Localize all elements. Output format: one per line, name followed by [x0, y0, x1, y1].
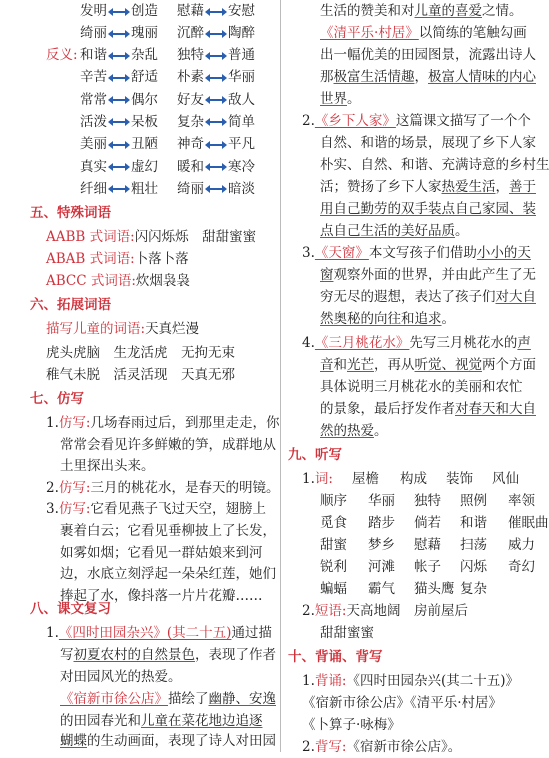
- dictation-phrases-label: 短语:: [314, 603, 347, 619]
- imitation-line: [60, 434, 276, 456]
- review-item-3-line-1: [302, 242, 531, 264]
- dictation-word: 威力: [508, 537, 535, 553]
- review-item-4-line-4: [320, 398, 536, 420]
- review-keyword: 小小的天: [476, 245, 531, 261]
- double-arrow-icon: [108, 117, 130, 127]
- dictation-word: 河滩: [368, 559, 395, 575]
- child-words-label: 描写儿童的词语:: [46, 321, 146, 337]
- section-6-title: 六、拓展词语: [30, 297, 111, 313]
- dictation-word: 屋檐: [352, 471, 379, 487]
- review-text: 描绘了: [168, 691, 209, 707]
- dictation-word: 梦乡: [368, 537, 395, 553]
- double-arrow-icon: [108, 162, 130, 172]
- review-item-4-title: 《三月桃花水》: [314, 335, 410, 351]
- dictation-word: 闪烁: [460, 559, 487, 575]
- review-text: 的景象，最后抒发作者: [320, 401, 455, 417]
- dictation-word: 构成: [400, 471, 427, 487]
- word: 虚幻: [131, 158, 158, 175]
- word-pair: [177, 156, 255, 178]
- review-text: ，: [495, 179, 509, 195]
- dictation-word: 华丽: [368, 493, 395, 509]
- review-keyword: 用自己勤劳的双手装点自己家园: [320, 201, 509, 217]
- review-keyword: 幽静、安逸: [208, 691, 276, 707]
- word: 简单: [228, 113, 255, 130]
- qpl-line-2: 出一幅优美的田园图景，流露出诗人: [320, 47, 536, 63]
- dictation-word: 蝙蝠: [320, 581, 347, 597]
- review-item-3-line-2: [320, 264, 536, 286]
- double-arrow-icon: [205, 162, 227, 172]
- qpl-line-3: [320, 66, 536, 88]
- word: 瑰丽: [131, 25, 158, 41]
- word: 普通: [228, 47, 255, 63]
- recite-num: 1.: [302, 673, 315, 689]
- section-10-title: 十、背诵、背写: [288, 649, 383, 665]
- imitation-text: 如雾如烟；它看见一群姑娘来到河: [60, 544, 263, 561]
- dictation-word: 和谐: [460, 515, 487, 531]
- imitation-line: [46, 477, 279, 499]
- section-5-title: 五、特殊词语: [30, 205, 111, 221]
- review-keyword: 初夏农村的自然景色: [73, 647, 195, 663]
- dictation-word: 复杂: [460, 581, 487, 597]
- word-pair: [80, 156, 158, 178]
- word: 暗淡: [228, 180, 255, 197]
- word: 常常: [80, 91, 107, 108]
- word: 辛苦: [80, 69, 107, 86]
- recite-text: 《四时田园杂兴(其二十五)》: [346, 673, 519, 689]
- review-item-1-text-1: 通过描: [231, 625, 272, 641]
- review-text: 观察外面的世界，并由此产生了无: [333, 267, 536, 283]
- imitation-text: 三月的桃花水，是春天的明镜。: [90, 479, 280, 496]
- qpl-title: 《清平乐·村居》: [320, 25, 419, 41]
- antonym-label: 反义:: [46, 47, 78, 63]
- word: 和谐: [80, 47, 107, 63]
- review-item-1b-line-1: [60, 688, 276, 710]
- child-words-row: [46, 318, 199, 340]
- word-pair: [80, 44, 158, 66]
- double-arrow-icon: [108, 184, 130, 194]
- review-keyword: 窗: [320, 267, 334, 283]
- review-item-4-line-2: [320, 354, 536, 376]
- child-words-first: 天真烂漫: [145, 321, 200, 337]
- imitation-label: 仿写:: [58, 415, 91, 431]
- review-item-2-line-3: 朴实、自然、和谐、充满诗意的乡村生: [320, 157, 549, 173]
- review-text: 这篇课文描写了一个个: [395, 113, 531, 129]
- aabb-words: 闪闪烁烁 甜甜蜜蜜: [134, 229, 257, 245]
- abab-label: ABAB 式词语:: [46, 251, 135, 267]
- dictation-word: 风仙: [492, 471, 519, 487]
- word-pair: [177, 133, 255, 155]
- imitation-label: 仿写:: [58, 501, 91, 518]
- review-item-4-line-5: [320, 420, 388, 442]
- word-pair: [80, 89, 158, 111]
- dictation-num: 1.: [302, 471, 315, 487]
- word: 陶醉: [228, 25, 255, 41]
- word: 绮丽: [80, 25, 107, 41]
- review-text: 那: [320, 69, 334, 85]
- review-cont-line: [320, 0, 523, 22]
- word: 呆板: [131, 113, 158, 130]
- review-item-3-line-3: [320, 286, 536, 308]
- word-pair: [80, 0, 158, 22]
- word-pair: [80, 178, 158, 200]
- review-text: 活；赞扬了乡下人家: [320, 179, 442, 195]
- review-item-2-line-6: [320, 220, 469, 242]
- double-arrow-icon: [108, 29, 130, 39]
- review-keyword: 儿童在菜花地边追逐: [141, 713, 263, 729]
- dictation-word: 顺序: [320, 493, 347, 509]
- review-text: 。: [374, 423, 388, 439]
- double-arrow-icon: [205, 73, 227, 83]
- review-text: 之情。: [482, 3, 523, 19]
- review-item-1-line-2: [60, 644, 276, 666]
- qpl-line-1: [320, 22, 527, 44]
- word: 独特: [177, 47, 204, 63]
- imitation-text: 边，水底立刻浮起一朵朵红莲，她们: [60, 566, 276, 583]
- double-arrow-icon: [205, 95, 227, 105]
- word: 活泼: [80, 113, 107, 130]
- abab-words: 卜落卜落: [134, 251, 189, 267]
- recite-write-row: [302, 736, 461, 758]
- review-item-2-line-4: [320, 176, 536, 198]
- imitation-line: [60, 542, 263, 564]
- review-text: ，表现了作者: [195, 647, 276, 663]
- imitation-text: 常常会看见许多鲜嫩的笋，成群地从: [60, 436, 276, 453]
- word: 杂乱: [131, 47, 158, 63]
- section-7-title: 七、仿写: [30, 391, 84, 407]
- review-keyword: 对大自: [495, 289, 536, 305]
- review-text: 两个方面: [482, 357, 536, 373]
- review-item-4-line-1: [302, 332, 531, 354]
- review-text: 写: [60, 647, 74, 663]
- imitation-text: 捧起了水，像抖落一片片花瓣……: [60, 587, 263, 604]
- word-pair: [177, 22, 255, 44]
- word-pair: [177, 66, 255, 88]
- word: 纤细: [80, 180, 107, 197]
- review-text: 的田园春光和: [60, 713, 141, 729]
- word-pair: [177, 89, 255, 111]
- imitation-num: 1.: [46, 415, 59, 431]
- dictation-word: 猫头鹰: [414, 581, 455, 597]
- dictation-word: 独特: [414, 493, 441, 509]
- dictation-phrases-row: [302, 600, 468, 622]
- review-item-1-title: 《四时田园杂兴》(其二十五): [58, 625, 232, 641]
- dictation-word: 奇幻: [508, 559, 535, 575]
- review-keyword: 儿童的喜爱: [414, 3, 482, 19]
- word: 沉醉: [177, 25, 204, 41]
- abab-row: [46, 248, 189, 270]
- review-item-2-line-5: [320, 198, 536, 220]
- word: 朴素: [177, 69, 204, 86]
- abcc-row: [46, 270, 190, 292]
- recite-label: 背诵:: [314, 673, 347, 689]
- review-text: ，: [414, 69, 428, 85]
- word: 真实: [80, 158, 107, 175]
- review-keyword: 蝴蝶: [60, 733, 87, 749]
- imitation-num: 2.: [46, 479, 59, 496]
- word: 安慰: [228, 3, 255, 19]
- review-text: 。: [455, 223, 469, 239]
- review-text: 以简练的笔触勾画: [418, 25, 527, 41]
- review-text: 的生动画面，表现了诗人对田园: [87, 733, 276, 749]
- recite-num: 2.: [302, 739, 315, 755]
- word-pair: [177, 111, 255, 133]
- double-arrow-icon: [205, 51, 227, 61]
- imitation-line: [60, 455, 155, 477]
- word: 美丽: [80, 136, 107, 153]
- word: 复杂: [177, 113, 204, 130]
- word: 寒冷: [228, 158, 255, 175]
- imitation-line: [60, 563, 276, 585]
- review-item-4-line-3: 具体说明三月桃花水的美丽和农忙: [320, 379, 523, 395]
- word-pair: [80, 133, 158, 155]
- review-item-1b-line-3: [60, 730, 276, 752]
- word-pair: [80, 66, 158, 88]
- review-item-4-num: 4.: [302, 335, 315, 351]
- dictation-word: 装饰: [446, 471, 473, 487]
- review-keyword: 世界: [320, 91, 347, 107]
- word: 好友: [177, 91, 204, 108]
- double-arrow-icon: [205, 7, 227, 17]
- review-keyword: 然的热爱: [320, 423, 374, 439]
- review-item-1b-title: 《宿新市徐公店》: [60, 691, 168, 707]
- review-item-2-line-2: 自然、和谐的场景，展现了乡下人家: [320, 135, 536, 151]
- imitation-line: [46, 412, 279, 434]
- double-arrow-icon: [108, 7, 130, 17]
- dictation-phrases-row-2: 甜甜蜜蜜: [320, 625, 374, 641]
- recite-row-1: [302, 670, 519, 692]
- review-keyword: 对春天和大自: [455, 401, 536, 417]
- imitation-text: 土里探出头来。: [60, 458, 155, 475]
- review-text: 本文写孩子们借助: [368, 245, 477, 261]
- review-item-1-line-3: 对田园风光的热爱。: [60, 669, 182, 685]
- review-keyword: 听觉、视觉: [414, 357, 482, 373]
- word: 偶尔: [131, 91, 158, 108]
- review-keyword: 音: [320, 357, 334, 373]
- review-keyword: 光芒: [347, 357, 374, 373]
- word: 丑陋: [131, 136, 158, 153]
- dictation-words-label: 词:: [314, 471, 333, 487]
- word-pair: [177, 44, 255, 66]
- aabb-label: AABB 式词语:: [46, 229, 135, 245]
- qpl-line-4: [320, 88, 361, 110]
- word: 神奇: [177, 136, 204, 153]
- review-keyword: 然奥秘的向往和追求: [320, 311, 442, 327]
- review-item-2-line-1: [302, 110, 531, 132]
- dictation-word: 催眠曲: [508, 515, 549, 531]
- review-text: 穷无尽的遐想，表达了孩子们: [320, 289, 496, 305]
- double-arrow-icon: [108, 140, 130, 150]
- dictation-word: 霸气: [368, 581, 395, 597]
- review-keyword: 善于: [509, 179, 536, 195]
- section-8-title: 八、课文复习: [30, 601, 111, 617]
- word: 创造: [131, 3, 158, 19]
- double-arrow-icon: [205, 29, 227, 39]
- dictation-word: 倘若: [414, 515, 441, 531]
- double-arrow-icon: [205, 184, 227, 194]
- dictation-word: 踏步: [368, 515, 395, 531]
- review-keyword: 、装: [509, 201, 536, 217]
- review-keyword: 极富生活情趣: [333, 69, 415, 85]
- review-text: 。: [441, 311, 455, 327]
- word: 慰藉: [177, 3, 204, 19]
- review-item-3-num: 3.: [302, 245, 315, 261]
- word: 平凡: [228, 136, 255, 153]
- review-keyword: 极富人情味的内心: [428, 69, 536, 85]
- recite-row-3: 《卜算子·咏梅》: [302, 717, 401, 733]
- dictation-word: 慰藉: [414, 537, 441, 553]
- word-pair: [177, 178, 255, 200]
- review-item-2-num: 2.: [302, 113, 315, 129]
- dictation-word: 锐利: [320, 559, 347, 575]
- word: 暖和: [177, 158, 204, 175]
- review-text: ，再从: [374, 357, 415, 373]
- word: 敌人: [228, 91, 255, 108]
- child-words-row-3: 稚气未脱 活灵活现 天真无邪: [46, 367, 235, 383]
- word: 华丽: [228, 69, 255, 86]
- word: 发明: [80, 3, 107, 19]
- word-pair: [80, 111, 158, 133]
- recite-write-label: 背写:: [314, 739, 347, 755]
- child-words-row-2: 虎头虎脑 生龙活虎 无拘无束: [46, 345, 235, 361]
- section-9-title: 九、听写: [288, 447, 342, 463]
- imitation-line: [60, 520, 276, 542]
- double-arrow-icon: [108, 95, 130, 105]
- recite-row-2: 《宿新市徐公店》《清平乐·村居》: [302, 695, 503, 711]
- double-arrow-icon: [108, 51, 130, 61]
- aabb-row: [46, 226, 256, 248]
- review-item-3-title: 《天窗》: [314, 245, 369, 261]
- dictation-words-head: [302, 468, 333, 490]
- imitation-num: 3.: [46, 501, 59, 518]
- review-item-1-line-1: [46, 622, 272, 644]
- double-arrow-icon: [205, 140, 227, 150]
- review-item-3-line-4: [320, 308, 455, 330]
- dictation-word: 觅食: [320, 515, 347, 531]
- word-pair: [177, 0, 255, 22]
- double-arrow-icon: [205, 117, 227, 127]
- review-keyword: 声: [517, 335, 531, 351]
- abcc-label: ABCC 式词语:: [46, 273, 136, 289]
- dictation-word: 照例: [460, 493, 487, 509]
- review-text: 和: [333, 357, 347, 373]
- word-pair: [80, 22, 158, 44]
- review-keyword: 热爱生活: [441, 179, 496, 195]
- imitation-text: 裹着白云；它看见垂柳披上了长发，: [60, 523, 276, 539]
- word: 绮丽: [177, 180, 204, 197]
- review-item-2-title: 《乡下人家》: [314, 113, 396, 129]
- imitation-text: 几场春雨过后，到那里走走，你: [90, 415, 280, 431]
- double-arrow-icon: [108, 73, 130, 83]
- dictation-word: 甜蜜: [320, 537, 347, 553]
- imitation-label: 仿写:: [58, 479, 91, 496]
- abcc-words: 炊烟袅袅: [135, 273, 190, 289]
- review-text: 先写三月桃花水的: [409, 335, 518, 351]
- dictation-phrases: 天高地阔 房前屋后: [346, 603, 468, 619]
- review-item-1b-line-2: [60, 710, 263, 732]
- dictation-word: 帐子: [414, 559, 441, 575]
- word: 舒适: [131, 69, 158, 86]
- review-text: 。: [347, 91, 361, 107]
- dictation-word: 扫荡: [460, 537, 487, 553]
- word: 粗壮: [131, 180, 158, 197]
- dictation-num: 2.: [302, 603, 315, 619]
- recite-text: 《宿新市徐公店》。: [346, 739, 462, 755]
- review-item-1-num: 1.: [46, 625, 59, 641]
- column-divider: [280, 0, 281, 752]
- imitation-text: 它看见燕子飞过天空，翅膀上: [90, 501, 266, 518]
- review-keyword: 点自己生活的美好品质: [320, 223, 455, 239]
- imitation-line: [46, 498, 266, 520]
- dictation-word: 率领: [508, 493, 535, 509]
- review-text: 生活的赞美和对: [320, 3, 415, 19]
